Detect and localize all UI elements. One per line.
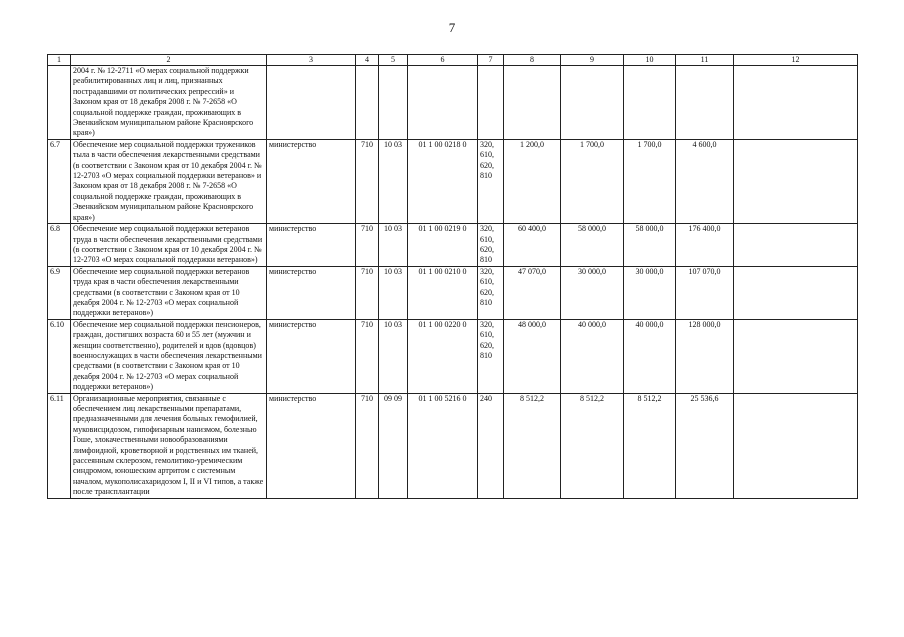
- subsection-code-cell: 10 03: [379, 224, 408, 267]
- description-cell: Обеспечение мер социальной поддержки тружеников тыла в части обеспечения лекарственными средствами (в соответствии с Законом края от 10 декабря 2004 г. № 12-2703 «О мерах социальной поддержки ветеранов» и Законом края от 18 декабря 2008 г. № 7-2658 «О социальной поддержке граждан, проживающих в Эвенкийском муниципальном районе Красноярского края»): [71, 139, 267, 223]
- year-1-amount-cell: 60 400,0: [504, 224, 561, 267]
- expense-type-code-cell: 320, 610, 620, 810: [478, 224, 504, 267]
- year-3-amount-cell: [624, 66, 676, 140]
- column-header: 2: [71, 55, 267, 66]
- header-row: [48, 55, 858, 66]
- year-1-amount-cell: 1 200,0: [504, 139, 561, 223]
- expense-type-code-cell: 320, 610, 620, 810: [478, 319, 504, 393]
- item-number-cell: 6.7: [48, 139, 71, 223]
- description-cell: Организационные мероприятия, связанные с обеспечением лиц лекарственными препаратами, предназначенными для лечения больных гемофилией, муковисцидозом, гипофизарным нанизмом, болезнью Гоше, злокачественными новообразованиями лимфоидной, кроветворной и родственных им тканей, рассеянным склерозом, гемолитико-уремическим синдромом, юношеским артритом с системным началом, мукополисахаридозом I, II и VI типов, а также после трансплантации: [71, 393, 267, 498]
- item-number-cell: 6.10: [48, 319, 71, 393]
- year-2-amount-cell: 30 000,0: [561, 266, 624, 319]
- column-header: 10: [624, 55, 676, 66]
- target-article-code-cell: 01 1 00 0220 0: [408, 319, 478, 393]
- column-header: 5: [379, 55, 408, 66]
- year-1-amount-cell: 48 000,0: [504, 319, 561, 393]
- agency-cell: министерство: [267, 224, 356, 267]
- result-note-cell: [734, 319, 858, 393]
- target-article-code-cell: [408, 66, 478, 140]
- column-header: 8: [504, 55, 561, 66]
- section-code-cell: 710: [356, 224, 379, 267]
- table-row: [48, 224, 858, 267]
- agency-cell: министерство: [267, 393, 356, 498]
- total-amount-cell: 176 400,0: [676, 224, 734, 267]
- expense-type-code-cell: 320, 610, 620, 810: [478, 139, 504, 223]
- column-header: 7: [478, 55, 504, 66]
- agency-cell: министерство: [267, 319, 356, 393]
- expense-type-code-cell: [478, 66, 504, 140]
- column-header: 12: [734, 55, 858, 66]
- year-1-amount-cell: [504, 66, 561, 140]
- budget-table: [47, 54, 858, 499]
- year-2-amount-cell: 40 000,0: [561, 319, 624, 393]
- section-code-cell: 710: [356, 139, 379, 223]
- agency-cell: министерство: [267, 139, 356, 223]
- description-cell: Обеспечение мер социальной поддержки ветеранов труда в части обеспечения лекарственными средствами (в соответствии с Законом края от 10 декабря 2004 г. № 12-2703 «О мерах социальной поддержки ветеранов»): [71, 224, 267, 267]
- item-number-cell: 6.9: [48, 266, 71, 319]
- item-number-cell: [48, 66, 71, 140]
- year-3-amount-cell: 58 000,0: [624, 224, 676, 267]
- target-article-code-cell: 01 1 00 5216 0: [408, 393, 478, 498]
- subsection-code-cell: 10 03: [379, 139, 408, 223]
- subsection-code-cell: [379, 66, 408, 140]
- description-cell: Обеспечение мер социальной поддержки ветеранов труда края в части обеспечения лекарственными средствами (в соответствии с Законом края от 10 декабря 2004 г. № 12-2703 «О мерах социальной поддержки ветеранов»): [71, 266, 267, 319]
- section-code-cell: 710: [356, 266, 379, 319]
- subsection-code-cell: 10 03: [379, 266, 408, 319]
- column-header: 6: [408, 55, 478, 66]
- year-3-amount-cell: 1 700,0: [624, 139, 676, 223]
- column-header: 11: [676, 55, 734, 66]
- table-row: [48, 319, 858, 393]
- year-2-amount-cell: 58 000,0: [561, 224, 624, 267]
- item-number-cell: 6.8: [48, 224, 71, 267]
- year-2-amount-cell: 1 700,0: [561, 139, 624, 223]
- total-amount-cell: 4 600,0: [676, 139, 734, 223]
- result-note-cell: [734, 66, 858, 140]
- subsection-code-cell: 09 09: [379, 393, 408, 498]
- total-amount-cell: 107 070,0: [676, 266, 734, 319]
- column-header: 3: [267, 55, 356, 66]
- agency-cell: [267, 66, 356, 140]
- result-note-cell: [734, 224, 858, 267]
- result-note-cell: [734, 139, 858, 223]
- agency-cell: министерство: [267, 266, 356, 319]
- page-number: 7: [448, 20, 456, 35]
- section-code-cell: 710: [356, 393, 379, 498]
- year-2-amount-cell: [561, 66, 624, 140]
- year-1-amount-cell: 8 512,2: [504, 393, 561, 498]
- year-3-amount-cell: 40 000,0: [624, 319, 676, 393]
- total-amount-cell: [676, 66, 734, 140]
- result-note-cell: [734, 393, 858, 498]
- table-row: [48, 66, 858, 140]
- table-row: [48, 393, 858, 498]
- expense-type-code-cell: 320, 610, 620, 810: [478, 266, 504, 319]
- description-cell: 2004 г. № 12-2711 «О мерах социальной поддержки реабилитированных лиц и лиц, признанных пострадавшими от политических репрессий» и Законом края от 18 декабря 2008 г. № 7-2658 «О социальной поддержке граждан, проживающих в Эвенкийском муниципальном районе Красноярского края»): [71, 66, 267, 140]
- column-header: 9: [561, 55, 624, 66]
- target-article-code-cell: 01 1 00 0210 0: [408, 266, 478, 319]
- description-cell: Обеспечение мер социальной поддержки пенсионеров, граждан, достигших возраста 60 и 55 лет (мужчин и женщин соответственно), родителей и вдов (вдовцов) военнослужащих в части обеспечения лекарственными средствами (в соответствии с Законом края от 10 декабря 2004 г. № 12-2703 «О мерах социальной поддержки ветеранов»): [71, 319, 267, 393]
- item-number-cell: 6.11: [48, 393, 71, 498]
- table-row: [48, 266, 858, 319]
- column-header: 4: [356, 55, 379, 66]
- column-header: 1: [48, 55, 71, 66]
- section-code-cell: [356, 66, 379, 140]
- year-1-amount-cell: 47 070,0: [504, 266, 561, 319]
- year-3-amount-cell: 30 000,0: [624, 266, 676, 319]
- subsection-code-cell: 10 03: [379, 319, 408, 393]
- year-3-amount-cell: 8 512,2: [624, 393, 676, 498]
- total-amount-cell: 25 536,6: [676, 393, 734, 498]
- result-note-cell: [734, 266, 858, 319]
- table-row: [48, 139, 858, 223]
- total-amount-cell: 128 000,0: [676, 319, 734, 393]
- target-article-code-cell: 01 1 00 0218 0: [408, 139, 478, 223]
- target-article-code-cell: 01 1 00 0219 0: [408, 224, 478, 267]
- section-code-cell: 710: [356, 319, 379, 393]
- year-2-amount-cell: 8 512,2: [561, 393, 624, 498]
- expense-type-code-cell: 240: [478, 393, 504, 498]
